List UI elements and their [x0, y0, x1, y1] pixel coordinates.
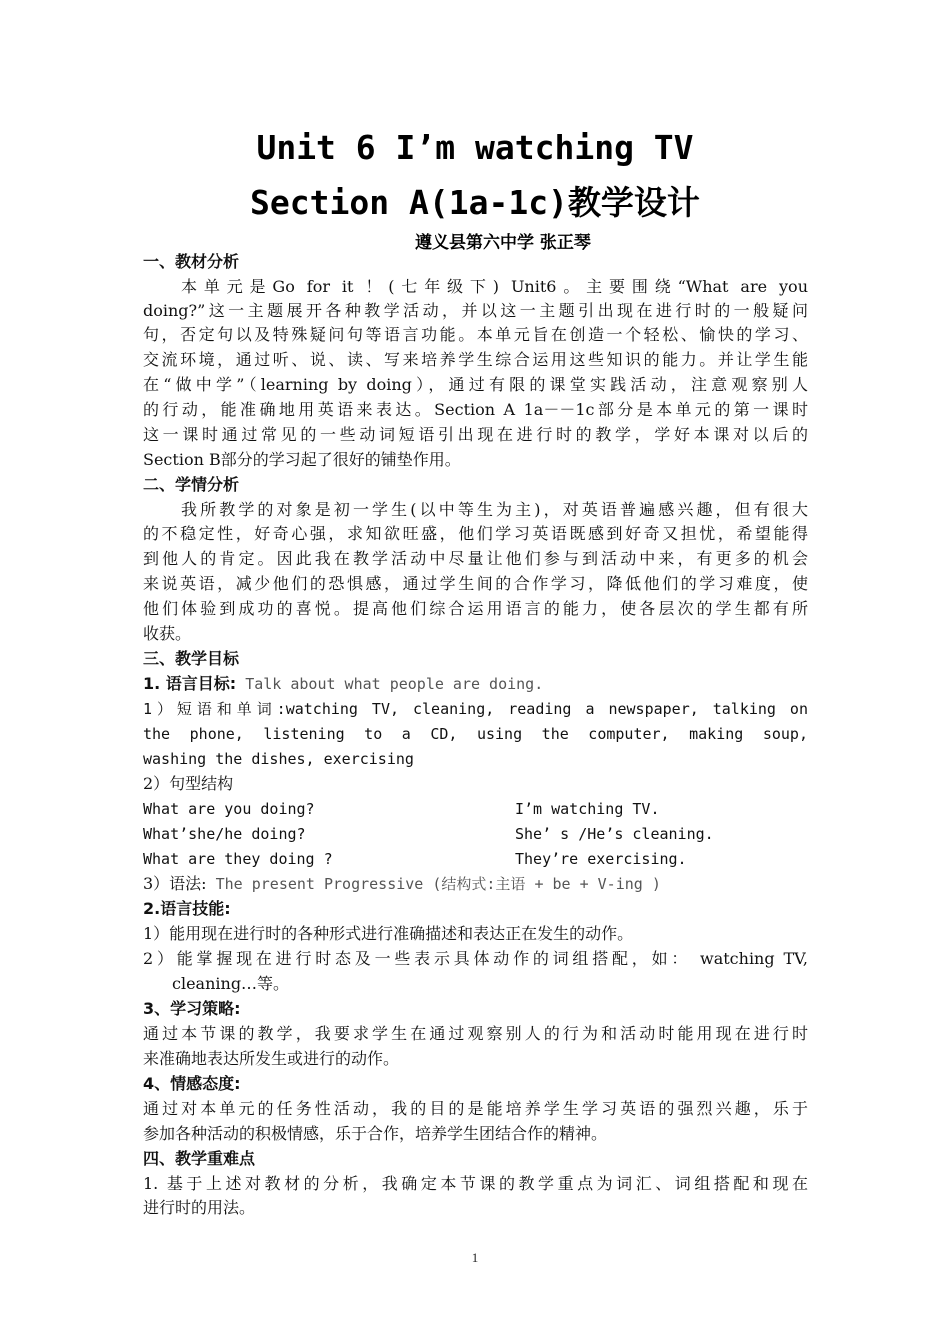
goal-2-line: 2）能掌握现在进行时态及一些表示具体动作的词组搭配，如： watching TV,: [143, 949, 808, 968]
paragraph-line: 的行动，能准确地用英语来表达。Section A 1a－－1c部分是本单元的第一课时: [143, 400, 808, 419]
paragraph-line: 到他人的肯定。因此我在教学活动中尽量让他们参与到活动中来，有更多的机会: [143, 549, 808, 568]
paragraph-line: 的不稳定性，好奇心强，求知欲旺盛，他们学习英语既感到好奇又担忧，希望能得: [143, 524, 808, 543]
pattern-question: What are you doing?: [143, 800, 315, 818]
goal-2-line: 1）能用现在进行时的各种形式进行准确描述和表达正在发生的动作。: [143, 924, 634, 943]
paragraph-line: 我所教学的对象是初一学生(以中等生为主)，对英语普遍感兴趣，但有很大: [181, 500, 808, 519]
goal-4-heading: 4、情感态度:: [143, 1074, 241, 1093]
section-heading-1: 一、教材分析: [143, 252, 240, 271]
goal-3-heading: 3、学习策略:: [143, 999, 241, 1018]
goal-1-label: 1. 语言目标:: [143, 674, 237, 693]
grammar-text: The present Progressive (结构式:主语 + be + V-ing ): [206, 875, 661, 893]
title-line-1: Unit 6 I’m watching TV: [256, 128, 694, 167]
paragraph-line: 在“做中学”（learning by doing），通过有限的课堂实践活动，注意观察别人: [143, 375, 808, 394]
pattern-answer: They’re exercising.: [515, 850, 687, 868]
goal-3-line: 通过本节课的教学，我要求学生在通过观察别人的行为和活动时能用现在进行时: [143, 1024, 808, 1043]
goal-2-line: cleaning…等。: [172, 974, 290, 993]
vocab-line: the phone, listening to a CD, using the computer, making soup,: [143, 725, 808, 743]
goal-4-line: 通过对本单元的任务性活动，我的目的是能培养学生学习英语的强烈兴趣，乐于: [143, 1099, 808, 1118]
paragraph-line: 来说英语，减少他们的恐惧感，通过学生间的合作学习，降低他们的学习难度，使: [143, 574, 808, 593]
goal-4-line: 参加各种活动的积极情感，乐于合作，培养学生团结合作的精神。: [143, 1124, 608, 1143]
vocab-line: washing the dishes, exercising: [143, 750, 414, 768]
pattern-answer: She’ s /He’s cleaning.: [515, 825, 714, 843]
paragraph-line: 本单元是Go for it ！(七年级下) Unit6。主要围绕“What are you: [181, 277, 808, 296]
grammar-label: 3）语法:: [143, 874, 207, 893]
paragraph-line: 收获。: [143, 624, 192, 643]
pattern-label: 2）句型结构: [143, 774, 234, 793]
section-heading-4: 四、教学重难点: [143, 1149, 256, 1168]
paragraph-line: doing?”这一主题展开各种教学活动，并以这一主题引出现在进行时的一般疑问: [143, 301, 808, 320]
pattern-question: What’she/he doing?: [143, 825, 306, 843]
pattern-row: [143, 797, 808, 821]
pattern-row: [143, 847, 808, 871]
author: 遵义县第六中学 张正琴: [415, 233, 591, 253]
paragraph-line: 交流环境，通过听、说、读、写来培养学生综合运用这些知识的能力。并让学生能: [143, 350, 808, 369]
page-number: 1: [471, 1250, 479, 1265]
title-line-2: Section A(1a-1c)教学设计: [250, 183, 700, 222]
paragraph-line: 他们体验到成功的喜悦。提高他们综合运用语言的能力，使各层次的学生都有所: [143, 599, 808, 618]
grammar-line: [143, 872, 808, 896]
pattern-question: What are they doing ?: [143, 850, 333, 868]
goal-1-line: [143, 672, 808, 696]
paragraph-line: 1. 基于上述对教材的分析，我确定本节课的教学重点为词汇、词组搭配和现在: [143, 1174, 808, 1193]
goal-3-line: 来准确地表达所发生或进行的动作。: [143, 1049, 400, 1068]
section-heading-2: 二、学情分析: [143, 475, 240, 494]
vocab-line: 1）短语和单词:watching TV, cleaning, reading a newspaper, talking on: [143, 700, 808, 718]
pattern-answer: I’m watching TV.: [515, 800, 660, 818]
paragraph-line: 进行时的用法。: [143, 1198, 256, 1217]
paragraph-line: 这一课时通过常见的一些动词短语引出现在进行时的教学，学好本课对以后的: [143, 425, 808, 444]
paragraph-line: 句，否定句以及特殊疑问句等语言功能。本单元旨在创造一个轻松、愉快的学习、: [143, 325, 808, 344]
paragraph-line: Section B部分的学习起了很好的铺垫作用。: [143, 450, 461, 469]
pattern-row: [143, 822, 808, 846]
section-heading-3: 三、教学目标: [143, 649, 240, 668]
goal-2-heading: 2.语言技能:: [143, 899, 231, 918]
goal-1-text: Talk about what people are doing.: [236, 675, 544, 693]
